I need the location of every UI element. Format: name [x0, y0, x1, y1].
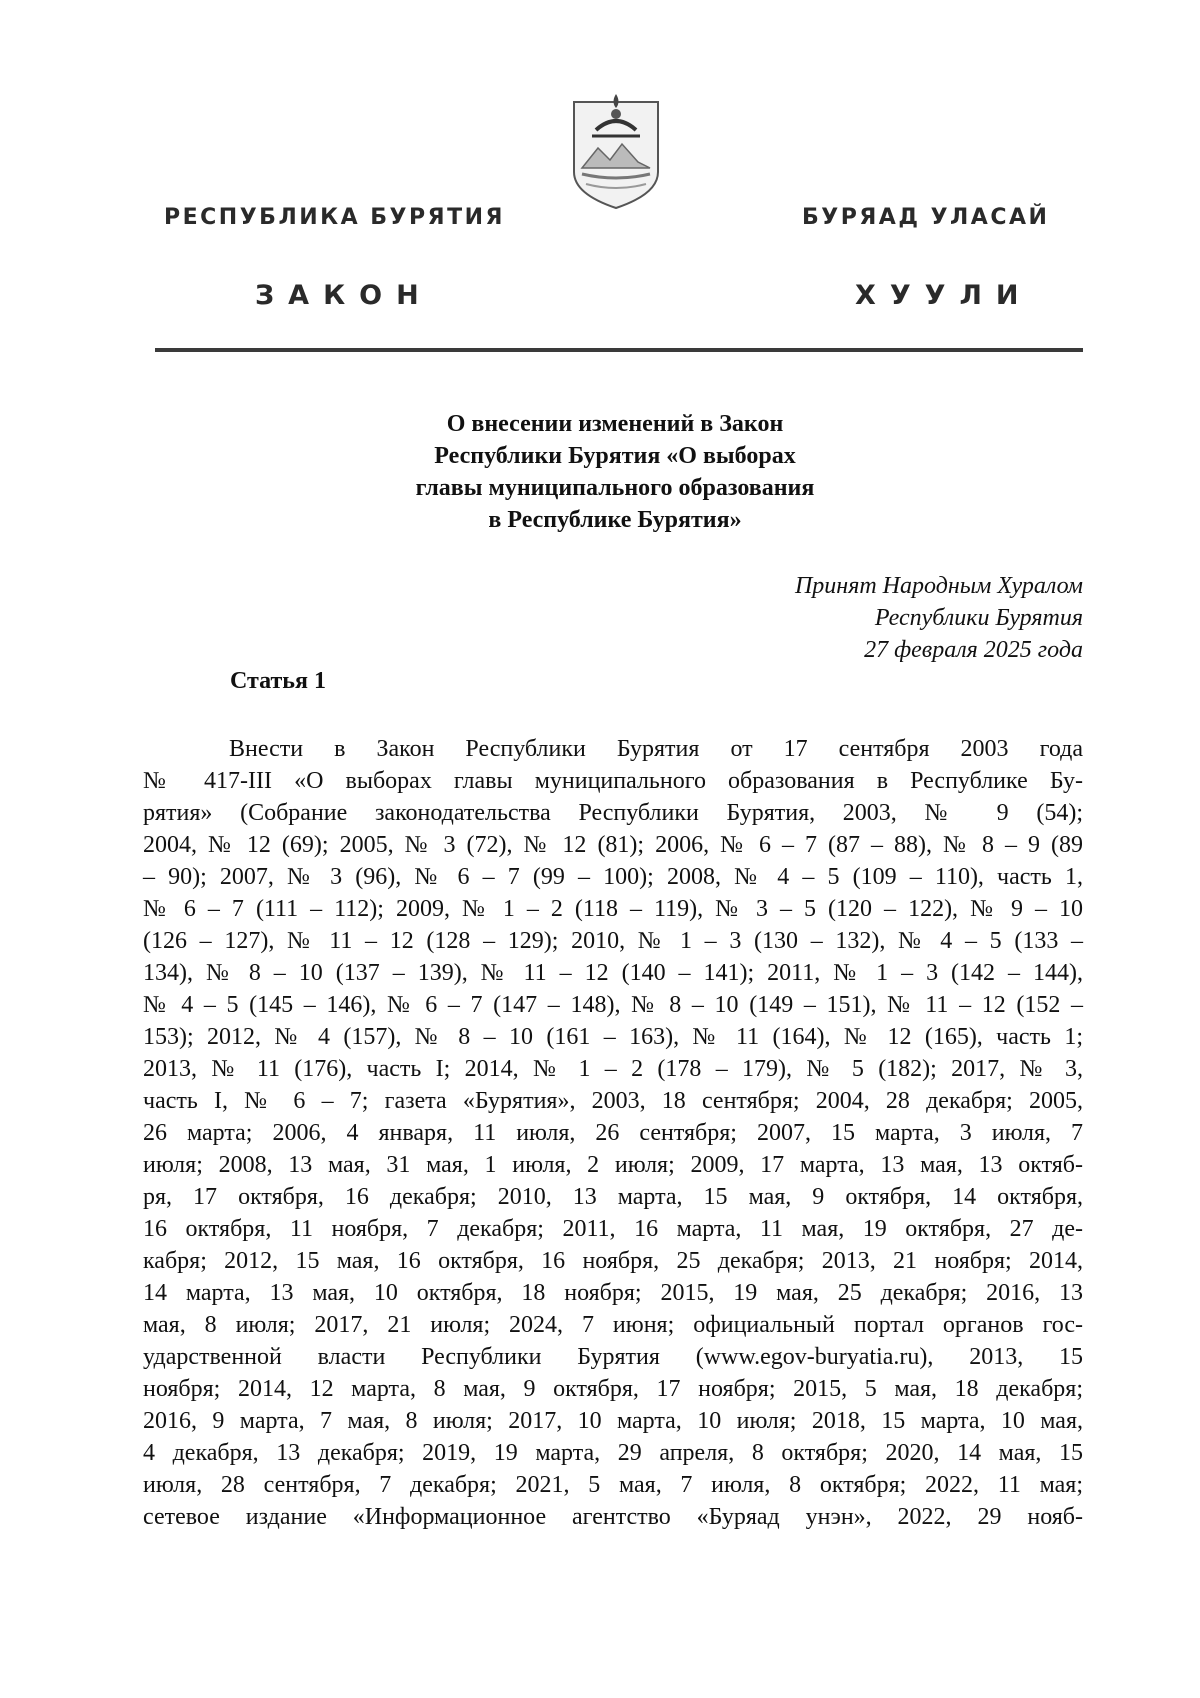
- law-label-ru: ЗАКОН: [255, 280, 433, 311]
- adoption-note-line: Республики Бурятия: [874, 605, 1083, 631]
- law-title-line: О внесении изменений в Закон: [446, 411, 784, 437]
- law-title-line: главы муниципального образования: [415, 475, 815, 501]
- law-title-line: Республики Бурятия «О выборах: [434, 443, 796, 469]
- body-line: рятия» (Собрание законодательства Республики Бурятия, 2003, № 9 (54);: [143, 800, 1083, 826]
- body-line: 2016, 9 марта, 7 мая, 8 июля; 2017, 10 марта, 10 июля; 2018, 15 марта, 10 мая,: [143, 1408, 1083, 1434]
- adoption-note: [795, 570, 1083, 666]
- adoption-note-line: 27 февраля 2025 года: [864, 637, 1083, 663]
- coat-of-arms-icon: [568, 84, 664, 212]
- body-line: (126 – 127), № 11 – 12 (128 – 129); 2010, № 1 – 3 (130 – 132), № 4 – 5 (133 –: [143, 928, 1083, 954]
- header-divider: [155, 348, 1083, 352]
- body-line: ударственной власти Республики Бурятия (www.egov-buryatia.ru), 2013, 15: [143, 1344, 1083, 1370]
- body-line: ноября; 2014, 12 марта, 8 мая, 9 октября, 17 ноября; 2015, 5 мая, 18 декабря;: [143, 1376, 1083, 1402]
- body-line: 2004, № 12 (69); 2005, № 3 (72), № 12 (81); 2006, № 6 – 7 (87 – 88), № 8 – 9 (89: [143, 832, 1083, 858]
- body-line: 2013, № 11 (176), часть I; 2014, № 1 – 2 (178 – 179), № 5 (182); 2017, № 3,: [143, 1056, 1083, 1082]
- body-line: 16 октября, 11 ноября, 7 декабря; 2011, 16 марта, 11 мая, 19 октября, 27 де-: [143, 1216, 1083, 1242]
- republic-name-bua: БУРЯАД УЛАСАЙ: [802, 205, 1050, 230]
- body-line: 134), № 8 – 10 (137 – 139), № 11 – 12 (140 – 141); 2011, № 1 – 3 (142 – 144),: [143, 960, 1083, 986]
- body-line: Внести в Закон Республики Бурятия от 17 сентября 2003 года: [229, 736, 1083, 762]
- body-line: 153); 2012, № 4 (157), № 8 – 10 (161 – 163), № 11 (164), № 12 (165), часть 1;: [143, 1024, 1083, 1050]
- body-line: 26 марта; 2006, 4 января, 11 июля, 26 сентября; 2007, 15 марта, 3 июля, 7: [143, 1120, 1083, 1146]
- body-line: ря, 17 октября, 16 декабря; 2010, 13 марта, 15 мая, 9 октября, 14 октября,: [143, 1184, 1083, 1210]
- body-line: – 90); 2007, № 3 (96), № 6 – 7 (99 – 100); 2008, № 4 – 5 (109 – 110), часть 1,: [143, 864, 1083, 890]
- body-line: сетевое издание «Информационное агентство «Буряад унэн», 2022, 29 нояб-: [143, 1504, 1083, 1530]
- law-title: [280, 408, 950, 536]
- law-label-bua: ХУУЛИ: [855, 280, 1033, 311]
- body-line: 4 декабря, 13 декабря; 2019, 19 марта, 29 апреля, 8 октября; 2020, 14 мая, 15: [143, 1440, 1083, 1466]
- body-line: мая, 8 июля; 2017, 21 июля; 2024, 7 июня; официальный портал органов гос-: [143, 1312, 1083, 1338]
- body-line: июля; 2008, 13 мая, 31 мая, 1 июля, 2 июля; 2009, 17 марта, 13 мая, 13 октяб-: [143, 1152, 1083, 1178]
- body-line: 14 марта, 13 мая, 10 октября, 18 ноября; 2015, 19 мая, 25 декабря; 2016, 13: [143, 1280, 1083, 1306]
- article-body: [143, 733, 1083, 1533]
- body-line: июля, 28 сентября, 7 декабря; 2021, 5 мая, 7 июля, 8 октября; 2022, 11 мая;: [143, 1472, 1083, 1498]
- article-heading: Статья 1: [230, 668, 326, 694]
- body-line: № 4 – 5 (145 – 146), № 6 – 7 (147 – 148), № 8 – 10 (149 – 151), № 11 – 12 (152 –: [143, 992, 1083, 1018]
- body-line: № 417-III «О выборах главы муниципального образования в Республике Бу-: [143, 768, 1083, 794]
- law-title-line: в Республике Бурятия»: [488, 507, 742, 533]
- republic-name-ru: РЕСПУБЛИКА БУРЯТИЯ: [164, 205, 505, 230]
- adoption-note-line: Принят Народным Хуралом: [794, 573, 1083, 599]
- body-line: часть I, № 6 – 7; газета «Бурятия», 2003, 18 сентября; 2004, 28 декабря; 2005,: [143, 1088, 1083, 1114]
- body-line: кабря; 2012, 15 мая, 16 октября, 16 ноября, 25 декабря; 2013, 21 ноября; 2014,: [143, 1248, 1083, 1274]
- body-line: № 6 – 7 (111 – 112); 2009, № 1 – 2 (118 – 119), № 3 – 5 (120 – 122), № 9 – 10: [143, 896, 1083, 922]
